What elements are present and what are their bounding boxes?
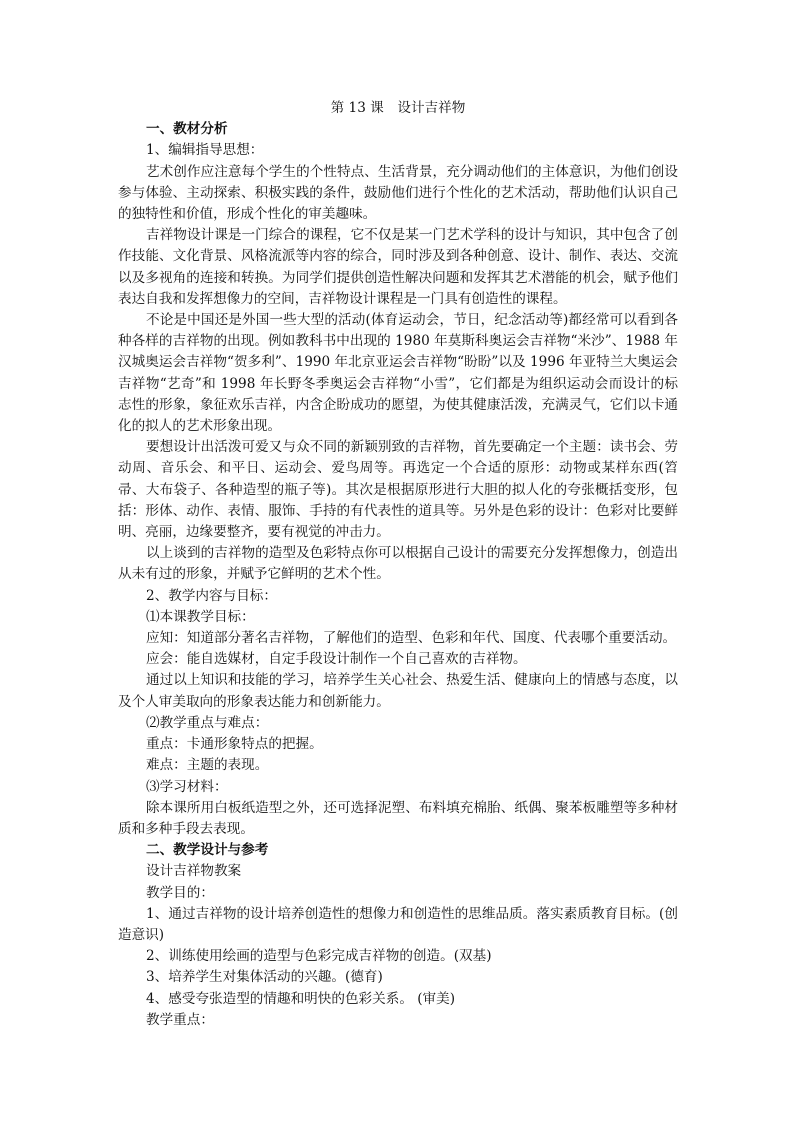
document-page [118,98,678,1031]
paragraph: 难点：主题的表现。 [146,757,269,774]
paragraph: 重点：卡通形象特点的把握。 [146,736,323,753]
paragraph: 2、训练使用绘画的造型与色彩完成吉祥物的创造。(双基) [146,948,492,965]
paragraph: 设计吉祥物教案 [146,863,242,880]
paragraph: 教学目的： [146,884,214,901]
paragraph: 3、培养学生对集体活动的兴趣。(德育) [146,969,383,986]
paragraph: ⑵教学重点与难点： [146,714,269,731]
paragraph: 应会：能自选媒材，自定手段设计制作一个自己喜欢的吉祥物。 [146,651,527,668]
paragraph: 1、编辑指导思想： [146,142,264,159]
paragraph: 通过以上知识和技能的学习，培养学生关心社会、热爱生活、健康向上的情感与态度，以及个人审美取向的形象表达能力和创新能力。 [118,672,678,710]
paragraph: 教学重点： [146,1011,214,1028]
lesson-title: 第 13 课 设计吉祥物 [330,100,466,116]
paragraph: 4、感受夸张造型的情趣和明快的色彩关系。 (审美) [146,990,456,1007]
paragraph: ⑶学习材料： [146,778,228,795]
paragraph: 以上谈到的吉祥物的造型及色彩特点你可以根据自己设计的需要充分发挥想像力，创造出从未有过的形象，并赋予它鲜明的艺术个性。 [118,545,678,583]
paragraph: 要想设计出活泼可爱又与众不同的新颖别致的吉祥物，首先要确定一个主题：读书会、劳动周、音乐会、和平日、运动会、爱鸟周等。再选定一个合适的原形：动物或某样东西(笤帚、大布袋子、各种造型的瓶子等)。其次是根据原形进行大胆的拟人化的夸张概括变形，包括：形体、动作、表情、服饰、手持的有代表性的道具等。另外是色彩的设计：色彩对比要鲜明、亮丽，边缘要整齐，要有视觉的冲击力。 [118,439,678,541]
document-body [118,119,678,1031]
paragraph: 2、教学内容与目标： [146,587,277,604]
paragraph: 应知：知道部分著名吉祥物，了解他们的造型、色彩和年代、国度、代表哪个重要活动。 [146,630,677,647]
section-heading: 二、教学设计与参考 [146,842,269,859]
paragraph: ⑴本课教学目标： [146,608,255,625]
paragraph: 除本课所用白板纸造型之外，还可选择泥塑、布料填充棉胎、纸偶、聚苯板雕塑等多种材质和多种手段去表现。 [118,799,678,837]
section-heading: 一、教材分析 [146,121,228,138]
paragraph: 1、通过吉祥物的设计培养创造性的想像力和创造性的思维品质。落实素质教育目标。(创造意识) [118,905,678,943]
paragraph: 吉祥物设计课是一门综合的课程，它不仅是某一门艺术学科的设计与知识，其中包含了创作技能、文化背景、风格流派等内容的综合，同时涉及到各种创意、设计、制作、表达、交流以及多视角的连接和转换。为同学们提供创造性解决问题和发挥其艺术潜能的机会，赋予他们表达自我和发挥想像力的空间，吉祥物设计课程是一门具有创造性的课程。 [118,227,678,307]
paragraph: 不论是中国还是外国一些大型的活动(体育运动会，节日，纪念活动等)都经常可以看到各种各样的吉祥物的出现。例如教科书中出现的 1980 年莫斯科奥运会吉祥物“米沙”、1988 年汉城奥运会吉祥物“贺多利”、1990 年北京亚运会吉祥物“盼盼”以及 1996 年亚特兰大奥运会吉祥物“艺奇”和 1998 年长野冬季奥运会吉祥物“小雪”，它们都是为组织运动会而设计的标志性的形象，象征欢乐吉祥，内含企盼成功的愿望，为使其健康活泼，充满灵气，它们以卡通化的拟人的艺术形象出现。 [118,312,678,435]
paragraph: 艺术创作应注意每个学生的个性特点、生活背景，充分调动他们的主体意识，为他们创设参与体验、主动探索、积极实践的条件，鼓励他们进行个性化的艺术活动，帮助他们认识自己的独特性和价值，形成个性化的审美趣味。 [118,163,678,223]
